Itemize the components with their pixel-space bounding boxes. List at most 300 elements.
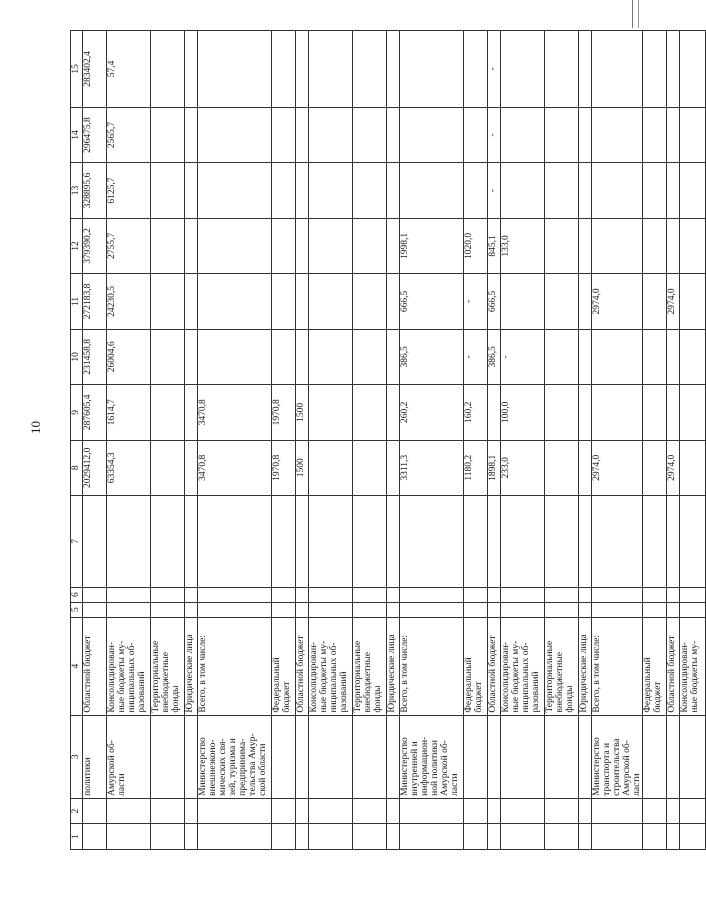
- table-cell: [579, 163, 592, 218]
- table-cell: [198, 798, 272, 824]
- table-cell: 2755,7: [107, 218, 151, 273]
- table-cell: Консолидирован- ные бюджеты му- ниципальных об- разований: [107, 617, 151, 715]
- table-cell: [309, 587, 353, 602]
- table-cell: 100,0: [501, 385, 545, 440]
- table-cell: [667, 329, 680, 384]
- table-cell: [579, 824, 592, 850]
- table-cell: [353, 824, 387, 850]
- table-cell: [387, 495, 400, 587]
- column-number: 13: [71, 163, 83, 218]
- table-cell: [667, 163, 680, 218]
- table-cell: [464, 495, 488, 587]
- table-cell: 379390,2: [83, 218, 107, 273]
- table-cell: [107, 587, 151, 602]
- table-row: [83, 31, 107, 850]
- table-cell: 260,2: [400, 385, 464, 440]
- binding-edge-mark: [632, 0, 639, 28]
- table-cell: [667, 31, 680, 108]
- table-cell: [387, 602, 400, 617]
- table-cell: Всего, в том числе:: [592, 617, 643, 715]
- table-cell: [579, 218, 592, 273]
- table-cell: -: [488, 107, 501, 162]
- table-cell: 3470,8: [198, 440, 272, 495]
- table-cell: Консолидирован- ные бюджеты му-: [680, 617, 706, 715]
- table-cell: [643, 163, 667, 218]
- table-cell: [501, 107, 545, 162]
- table-cell: [488, 385, 501, 440]
- table-cell: 2974,0: [667, 274, 680, 329]
- column-number: 15: [71, 31, 83, 108]
- table-cell: -: [464, 274, 488, 329]
- table-cell: [579, 587, 592, 602]
- table-cell: 1970,8: [272, 440, 296, 495]
- table-cell: [400, 495, 464, 587]
- table-cell: [272, 329, 296, 384]
- table-cell: [151, 274, 185, 329]
- table-cell: Федеральный бюджет: [272, 617, 296, 715]
- table-cell: Федеральный бюджет: [464, 617, 488, 715]
- table-cell: [579, 495, 592, 587]
- table-cell: Территориальные внебюджетные фонды: [353, 617, 387, 715]
- table-cell: [185, 385, 198, 440]
- table-cell: 1614,7: [107, 385, 151, 440]
- table-cell: 2029412,0: [83, 440, 107, 495]
- table-cell: [83, 824, 107, 850]
- table-cell: [309, 218, 353, 273]
- table-cell: 386,5: [400, 329, 464, 384]
- table-cell: -: [501, 329, 545, 384]
- table-cell: [464, 798, 488, 824]
- table-cell: [309, 602, 353, 617]
- table-cell: 287605,4: [83, 385, 107, 440]
- table-row: [579, 31, 592, 850]
- table-cell: [272, 107, 296, 162]
- table-cell: [667, 715, 680, 798]
- table-cell: [643, 274, 667, 329]
- table-cell: [592, 218, 643, 273]
- table-cell: 1998,1: [400, 218, 464, 273]
- table-cell: Областной бюджет: [296, 617, 309, 715]
- table-cell: [107, 602, 151, 617]
- table-cell: [198, 495, 272, 587]
- table-cell: [296, 824, 309, 850]
- page-number: 10: [28, 421, 43, 434]
- table-cell: -: [464, 329, 488, 384]
- table-cell: [545, 385, 579, 440]
- table-cell: Министерство внутренней и информацион- ной политики Амурской об- ласти: [400, 715, 464, 798]
- table-cell: [272, 602, 296, 617]
- table-cell: [296, 163, 309, 218]
- column-number: 8: [71, 440, 83, 495]
- table-cell: [643, 587, 667, 602]
- table-cell: [643, 440, 667, 495]
- table-cell: [501, 824, 545, 850]
- table-cell: [680, 587, 706, 602]
- table-cell: [680, 329, 706, 384]
- table-cell: [353, 798, 387, 824]
- table-cell: 283402,4: [83, 31, 107, 108]
- table-row: [296, 31, 309, 850]
- table-cell: [592, 602, 643, 617]
- table-cell: [151, 587, 185, 602]
- table-row: [400, 31, 464, 850]
- table-cell: [643, 602, 667, 617]
- table-cell: [400, 602, 464, 617]
- table-cell: 386,5: [488, 329, 501, 384]
- table-row: [501, 31, 545, 850]
- table-cell: [296, 329, 309, 384]
- table-cell: [579, 602, 592, 617]
- table-cell: [387, 218, 400, 273]
- table-cell: [185, 602, 198, 617]
- table-cell: [680, 163, 706, 218]
- table-cell: [83, 587, 107, 602]
- table-cell: [501, 602, 545, 617]
- table-cell: [464, 163, 488, 218]
- table-cell: [667, 495, 680, 587]
- table-cell: [464, 107, 488, 162]
- table-cell: [545, 824, 579, 850]
- table-cell: [680, 107, 706, 162]
- table-cell: [643, 31, 667, 108]
- table-cell: [592, 587, 643, 602]
- table-row: [309, 31, 353, 850]
- table-cell: [151, 385, 185, 440]
- table-cell: [464, 824, 488, 850]
- table-cell: [83, 798, 107, 824]
- table-cell: -: [488, 31, 501, 108]
- table-cell: [387, 715, 400, 798]
- table-cell: [353, 218, 387, 273]
- table-cell: [387, 31, 400, 108]
- table-cell: Федеральный бюджет: [643, 617, 667, 715]
- table-row: [198, 31, 272, 850]
- table-cell: [501, 495, 545, 587]
- table-cell: [107, 495, 151, 587]
- table-cell: [501, 587, 545, 602]
- table-cell: [353, 385, 387, 440]
- table-cell: -: [488, 163, 501, 218]
- table-cell: 24230,5: [107, 274, 151, 329]
- column-number: 9: [71, 385, 83, 440]
- table-cell: [185, 163, 198, 218]
- column-number: 3: [71, 715, 83, 798]
- table-cell: [387, 329, 400, 384]
- table-cell: [545, 495, 579, 587]
- table-row: [545, 31, 579, 850]
- column-number: 4: [71, 617, 83, 715]
- table-cell: 1500: [296, 440, 309, 495]
- table-row: [488, 31, 501, 850]
- table-cell: [592, 107, 643, 162]
- table-cell: [353, 107, 387, 162]
- table-cell: [387, 163, 400, 218]
- table-cell: [296, 798, 309, 824]
- table-cell: [83, 495, 107, 587]
- table-cell: [680, 218, 706, 273]
- table-cell: [464, 587, 488, 602]
- table-cell: [545, 440, 579, 495]
- table-cell: [643, 107, 667, 162]
- table-cell: [545, 107, 579, 162]
- table-cell: [198, 329, 272, 384]
- table-cell: [272, 824, 296, 850]
- table-cell: [387, 385, 400, 440]
- table-cell: [296, 31, 309, 108]
- table-cell: [296, 274, 309, 329]
- table-cell: [296, 715, 309, 798]
- table-cell: [579, 440, 592, 495]
- column-number: 7: [71, 495, 83, 587]
- table-cell: Юридические лица: [387, 617, 400, 715]
- table-cell: [545, 274, 579, 329]
- table-row: [387, 31, 400, 850]
- table-cell: [185, 218, 198, 273]
- table-cell: [151, 329, 185, 384]
- table-cell: [309, 495, 353, 587]
- table-cell: [185, 440, 198, 495]
- table-cell: [309, 440, 353, 495]
- table-cell: [464, 715, 488, 798]
- table-cell: [185, 274, 198, 329]
- table-cell: [296, 587, 309, 602]
- table-cell: [309, 798, 353, 824]
- table-cell: 2974,0: [592, 274, 643, 329]
- table-cell: [387, 440, 400, 495]
- table-cell: [353, 440, 387, 495]
- table-cell: Областной бюджет: [488, 617, 501, 715]
- table-cell: [107, 824, 151, 850]
- table-cell: [464, 31, 488, 108]
- table-cell: [464, 602, 488, 617]
- column-number: 2: [71, 798, 83, 824]
- table-cell: [309, 163, 353, 218]
- table-cell: [272, 715, 296, 798]
- table-cell: [272, 587, 296, 602]
- table-cell: [545, 31, 579, 108]
- table-cell: [545, 329, 579, 384]
- table-cell: [667, 218, 680, 273]
- table-cell: Консолидирован- ные бюджеты му- ниципальных об- разований: [309, 617, 353, 715]
- table-cell: Юридические лица: [579, 617, 592, 715]
- column-number: 5: [71, 602, 83, 617]
- table-cell: [185, 587, 198, 602]
- table-cell: [198, 107, 272, 162]
- table-cell: [387, 274, 400, 329]
- table-cell: [592, 495, 643, 587]
- table-cell: [680, 715, 706, 798]
- table-cell: [353, 495, 387, 587]
- table-cell: [579, 798, 592, 824]
- table-cell: [296, 495, 309, 587]
- table-cell: 1970,8: [272, 385, 296, 440]
- table-cell: [296, 218, 309, 273]
- table-cell: Амурской об- ласти: [107, 715, 151, 798]
- table-cell: [387, 824, 400, 850]
- table-cell: [592, 385, 643, 440]
- table-cell: [545, 715, 579, 798]
- table-row: [592, 31, 643, 850]
- table-cell: [680, 495, 706, 587]
- table-cell: [272, 218, 296, 273]
- table-cell: [579, 107, 592, 162]
- table-cell: [272, 798, 296, 824]
- table-cell: [501, 31, 545, 108]
- table-cell: Министерство внешнеэконо- мических свя- зей, туризма и предпринима- тельства Амур- ской области: [198, 715, 272, 798]
- table-body: [71, 31, 706, 850]
- table-cell: [545, 798, 579, 824]
- table-cell: [353, 31, 387, 108]
- table-row: [667, 31, 680, 850]
- table-cell: [83, 602, 107, 617]
- table-cell: Всего, в том числе:: [400, 617, 464, 715]
- table-row: [353, 31, 387, 850]
- table-cell: [309, 715, 353, 798]
- table-cell: [643, 715, 667, 798]
- column-number: 11: [71, 274, 83, 329]
- table-cell: [488, 495, 501, 587]
- table-cell: Территориальные внебюджетные фонды: [151, 617, 185, 715]
- table-cell: [185, 495, 198, 587]
- table-cell: [353, 163, 387, 218]
- table-cell: [400, 107, 464, 162]
- table-cell: [387, 107, 400, 162]
- table-cell: [643, 798, 667, 824]
- table-cell: Территориальные внебюджетные фонды: [545, 617, 579, 715]
- table-cell: Министерство транспорта и строительства Амурской об- ласти: [592, 715, 643, 798]
- table-cell: [643, 495, 667, 587]
- table-cell: [545, 218, 579, 273]
- table-cell: 160,2: [464, 385, 488, 440]
- table-cell: [643, 385, 667, 440]
- budget-table: [70, 30, 706, 850]
- table-cell: [309, 274, 353, 329]
- table-cell: [680, 385, 706, 440]
- table-cell: [198, 274, 272, 329]
- table-cell: 133,0: [501, 218, 545, 273]
- table-cell: [592, 329, 643, 384]
- table-cell: [501, 274, 545, 329]
- table-cell: [107, 798, 151, 824]
- table-cell: [680, 798, 706, 824]
- table-cell: 233,0: [501, 440, 545, 495]
- table-cell: [353, 602, 387, 617]
- table-cell: [296, 107, 309, 162]
- table-cell: Областной бюджет: [83, 617, 107, 715]
- table-cell: [353, 715, 387, 798]
- table-cell: 1898,1: [488, 440, 501, 495]
- table-cell: [296, 602, 309, 617]
- table-cell: [272, 274, 296, 329]
- table-cell: [198, 163, 272, 218]
- table-cell: [185, 107, 198, 162]
- table-cell: 57,4: [107, 31, 151, 108]
- table-cell: 2565,7: [107, 107, 151, 162]
- table-cell: [185, 715, 198, 798]
- table-cell: [579, 274, 592, 329]
- table-cell: [353, 274, 387, 329]
- table-cell: [309, 329, 353, 384]
- table-cell: 1020,0: [464, 218, 488, 273]
- table-row: [185, 31, 198, 850]
- table-cell: [272, 31, 296, 108]
- table-cell: [387, 798, 400, 824]
- table-cell: [151, 715, 185, 798]
- table-cell: Юридические лица: [185, 617, 198, 715]
- table-cell: 2974,0: [592, 440, 643, 495]
- table-cell: [680, 440, 706, 495]
- table-cell: [151, 495, 185, 587]
- table-cell: [667, 587, 680, 602]
- table-cell: Всего, в том числе:: [198, 617, 272, 715]
- table-cell: [501, 163, 545, 218]
- table-cell: [592, 798, 643, 824]
- table-cell: [667, 824, 680, 850]
- table-cell: [198, 602, 272, 617]
- table-cell: [198, 218, 272, 273]
- table-cell: [400, 31, 464, 108]
- table-cell: [400, 798, 464, 824]
- table-cell: 1500: [296, 385, 309, 440]
- table-cell: [579, 385, 592, 440]
- table-cell: 3470,8: [198, 385, 272, 440]
- table-cell: 666,5: [488, 274, 501, 329]
- table-row: [107, 31, 151, 850]
- table-cell: 26004,6: [107, 329, 151, 384]
- table-cell: 2974,0: [667, 440, 680, 495]
- table-cell: [151, 440, 185, 495]
- table-cell: 1180,2: [464, 440, 488, 495]
- column-number: 6: [71, 587, 83, 602]
- table-cell: 231458,8: [83, 329, 107, 384]
- table-cell: [400, 163, 464, 218]
- table-cell: [151, 107, 185, 162]
- table-cell: [545, 602, 579, 617]
- table-cell: [667, 602, 680, 617]
- table-cell: [579, 31, 592, 108]
- table-cell: [643, 329, 667, 384]
- table-cell: [680, 602, 706, 617]
- table-cell: [387, 587, 400, 602]
- table-cell: Консолидирован- ные бюджеты му- ниципальных об- разований: [501, 617, 545, 715]
- table-cell: [545, 587, 579, 602]
- table-cell: [643, 218, 667, 273]
- table-cell: 63354,3: [107, 440, 151, 495]
- table-cell: [198, 587, 272, 602]
- table-cell: 3311,3: [400, 440, 464, 495]
- table-cell: [151, 602, 185, 617]
- column-number: 14: [71, 107, 83, 162]
- table-cell: [501, 798, 545, 824]
- table-cell: [151, 31, 185, 108]
- table-cell: [309, 824, 353, 850]
- table-cell: [185, 31, 198, 108]
- table-cell: [667, 385, 680, 440]
- table-cell: [353, 329, 387, 384]
- column-number: 1: [71, 824, 83, 850]
- table-cell: 845,1: [488, 218, 501, 273]
- column-number: 12: [71, 218, 83, 273]
- table-cell: [198, 31, 272, 108]
- table-cell: [643, 824, 667, 850]
- table-cell: [198, 824, 272, 850]
- table-cell: 6125,7: [107, 163, 151, 218]
- table-cell: [680, 274, 706, 329]
- table-cell: [592, 31, 643, 108]
- table-cell: [185, 329, 198, 384]
- table-cell: [309, 31, 353, 108]
- table-cell: [488, 824, 501, 850]
